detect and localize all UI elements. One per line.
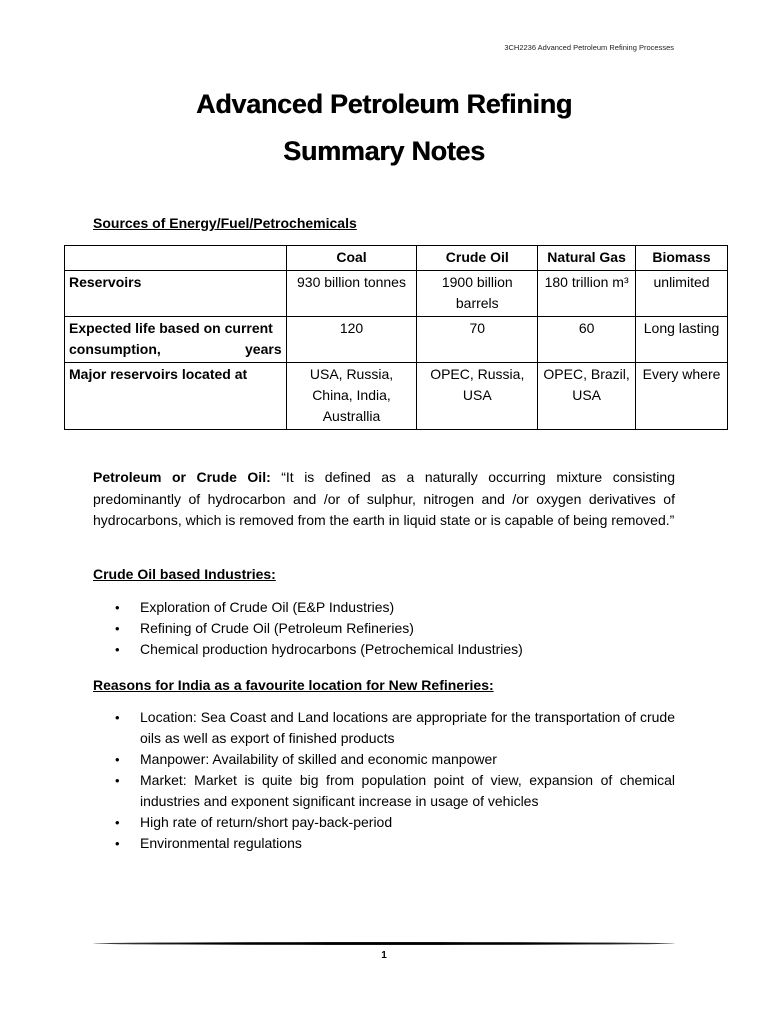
list-item: • Exploration of Crude Oil (E&P Industries) — [93, 597, 675, 618]
table-cell: 120 — [286, 317, 417, 363]
table-cell: 180 trillion m³ — [538, 271, 636, 317]
definition-term: Petroleum or Crude Oil: — [93, 469, 271, 485]
table-cell: OPEC, Brazil, USA — [538, 363, 636, 430]
running-header: 3CH2236 Advanced Petroleum Refining Processes — [504, 43, 674, 52]
table-row — [65, 271, 728, 317]
list-item: • Market: Market is quite big from population point of view, expansion of chemical industries and exponent significant increase in usage of vehicles — [93, 770, 675, 812]
reasons-list — [93, 707, 675, 854]
table-cell: 1900 billion barrels — [417, 271, 538, 317]
row-label: Major reservoirs located at — [65, 363, 287, 430]
list-item: • Refining of Crude Oil (Petroleum Refineries) — [93, 618, 675, 639]
crude-oil-definition — [93, 467, 675, 532]
energy-sources-table — [64, 245, 728, 430]
table-cell: Long lasting — [636, 317, 728, 363]
list-item: • Manpower: Availability of skilled and economic manpower — [93, 749, 675, 770]
table-cell: 60 — [538, 317, 636, 363]
column-header: Natural Gas — [538, 246, 636, 271]
definition-text: “It is defined as a naturally occurring mixture consisting predominantly of hydrocarbon and /or of sulphur, nitrogen and /or oxygen derivatives of hydrocarbons, which is removed from the earth in liquid state or is capable of being removed.” — [93, 469, 675, 528]
list-item: • Chemical production hydrocarbons (Petrochemical Industries) — [93, 639, 675, 660]
industries-heading: Crude Oil based Industries: — [93, 566, 276, 582]
page-subtitle: Summary Notes — [283, 136, 485, 166]
table-corner-cell — [65, 246, 287, 271]
footer-divider — [93, 942, 675, 945]
table-cell: 70 — [417, 317, 538, 363]
list-item: • High rate of return/short pay-back-period — [93, 812, 675, 833]
row-label: Reservoirs — [65, 271, 287, 317]
table-cell: unlimited — [636, 271, 728, 317]
page-number: 1 — [381, 950, 387, 961]
industries-list — [93, 597, 675, 660]
column-header: Biomass — [636, 246, 728, 271]
reasons-heading: Reasons for India as a favourite location for New Refineries: — [93, 677, 494, 693]
table-cell: USA, Russia, China, India, Australlia — [286, 363, 417, 430]
table-cell: Every where — [636, 363, 728, 430]
column-header: Crude Oil — [417, 246, 538, 271]
row-label: Expected life based on current consumption, years — [65, 317, 287, 363]
table-row — [65, 363, 728, 430]
table-row — [65, 317, 728, 363]
table-cell: OPEC, Russia, USA — [417, 363, 538, 430]
page-title: Advanced Petroleum Refining — [196, 89, 572, 119]
list-item: • Location: Sea Coast and Land locations are appropriate for the transportation of crude oils as well as export of finished products — [93, 707, 675, 749]
list-item: • Environmental regulations — [93, 833, 675, 854]
column-header: Coal — [286, 246, 417, 271]
table-header-row — [65, 246, 728, 271]
sources-heading: Sources of Energy/Fuel/Petrochemicals — [93, 215, 357, 231]
table-cell: 930 billion tonnes — [286, 271, 417, 317]
